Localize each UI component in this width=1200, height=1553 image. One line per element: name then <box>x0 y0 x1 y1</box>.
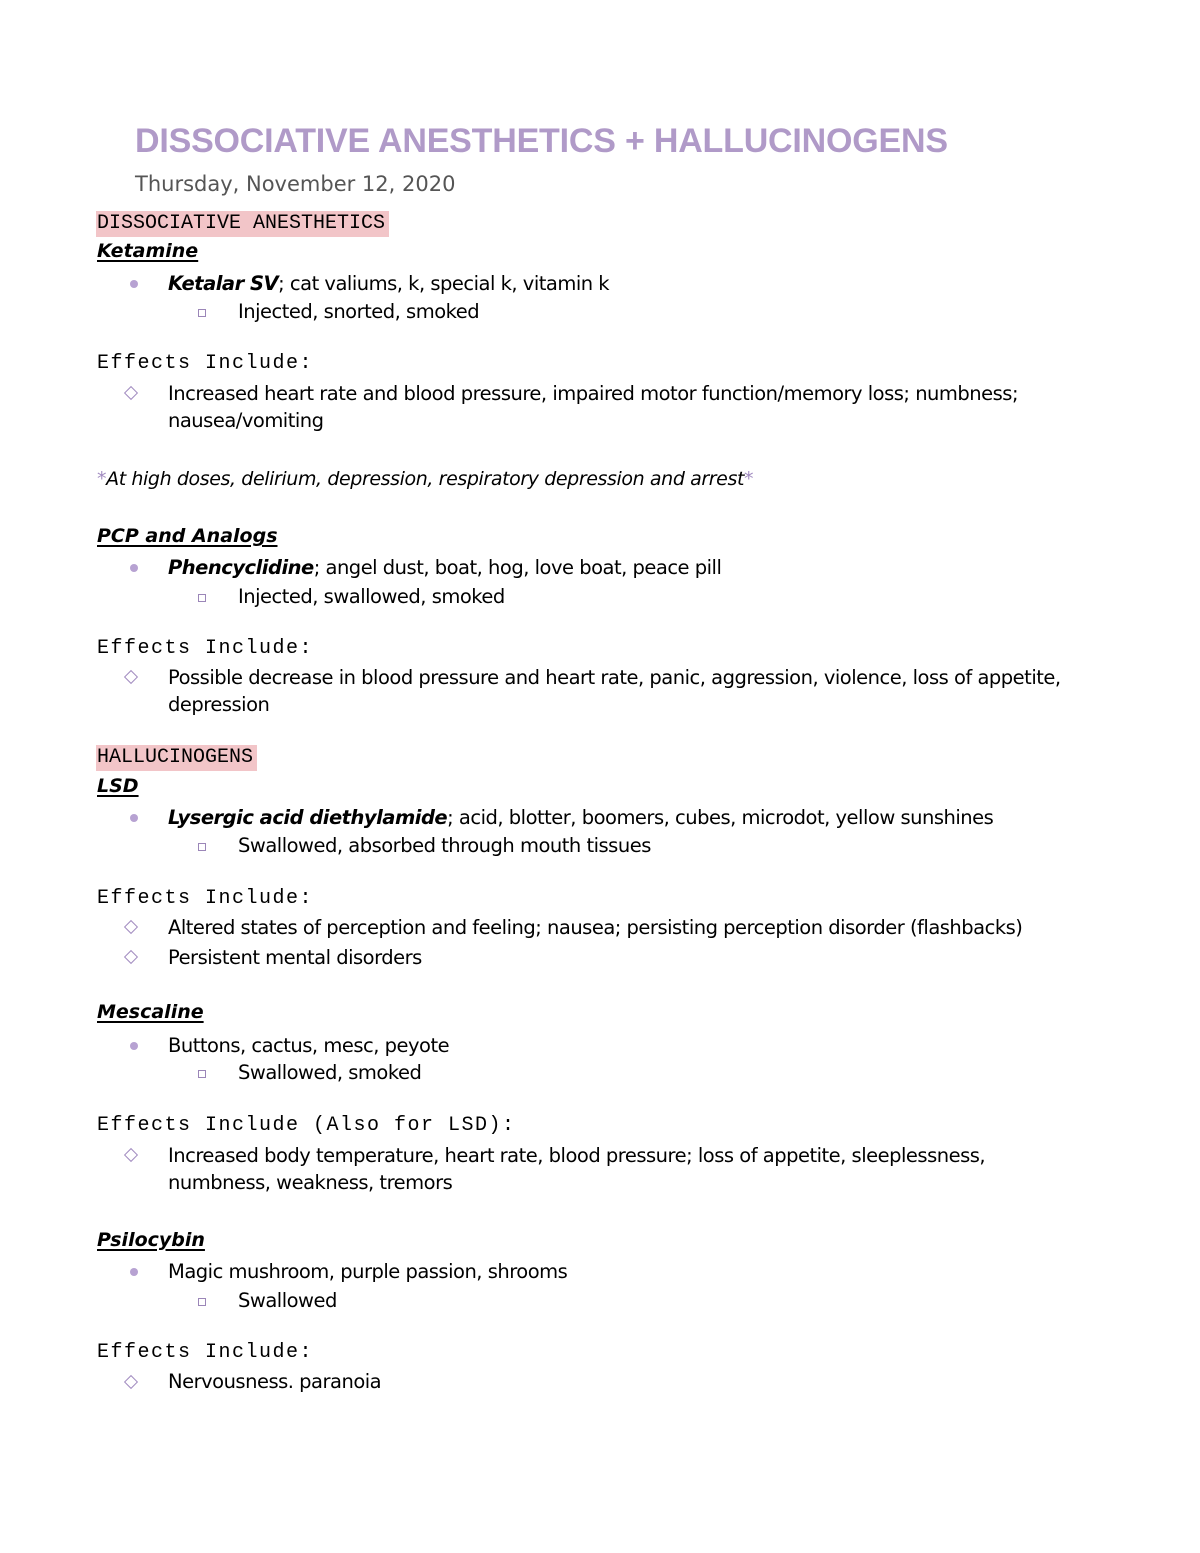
bullet-dot-icon <box>130 814 138 822</box>
street-names-lsd: Lysergic acid diethylamide; acid, blotter, boomers, cubes, microdot, yellow sunshines <box>168 806 994 829</box>
routes-lsd: Swallowed, absorbed through mouth tissues <box>238 834 651 857</box>
warning-note-ketamine: *At high doses, delirium, depression, respiratory depression and arrest* <box>97 468 754 490</box>
section-heading-hallucinogens: HALLUCINOGENS <box>96 745 257 771</box>
page-date: Thursday, November 12, 2020 <box>135 172 456 196</box>
street-names-psilocybin: Magic mushroom, purple passion, shrooms <box>168 1260 568 1283</box>
bullet-square-icon <box>198 1298 206 1306</box>
street-names-pcp: Phencyclidine; angel dust, boat, hog, love boat, peace pill <box>168 556 722 579</box>
bullet-diamond-icon <box>124 1375 138 1389</box>
bullet-diamond-icon <box>124 386 138 400</box>
street-names-mescaline: Buttons, cactus, mesc, peyote <box>168 1034 450 1057</box>
drug-heading-lsd: LSD <box>97 775 139 797</box>
effects-label-pcp: Effects Include: <box>97 637 314 660</box>
street-names-ketamine: Ketalar SV; cat valiums, k, special k, vitamin k <box>168 272 610 295</box>
bullet-square-icon <box>198 1070 206 1078</box>
bullet-dot-icon <box>130 280 138 288</box>
bullet-square-icon <box>198 843 206 851</box>
effects-label-psilocybin: Effects Include: <box>97 1341 314 1364</box>
routes-mescaline: Swallowed, smoked <box>238 1061 422 1084</box>
effects-item-lsd-1: Altered states of perception and feeling; nausea; persisting perception disorder (flashbacks) <box>168 916 1023 939</box>
bullet-dot-icon <box>130 564 138 572</box>
drug-heading-psilocybin: Psilocybin <box>97 1229 205 1251</box>
effects-item-lsd-2: Persistent mental disorders <box>168 946 422 969</box>
bullet-square-icon <box>198 594 206 602</box>
bullet-diamond-icon <box>124 950 138 964</box>
effects-label-mescaline: Effects Include (Also for LSD): <box>97 1114 516 1137</box>
page-title: DISSOCIATIVE ANESTHETICS + HALLUCINOGENS <box>135 122 948 160</box>
effects-label-lsd: Effects Include: <box>97 887 314 910</box>
effects-item-ketamine: Increased heart rate and blood pressure, impaired motor function/memory loss; numbness; nausea/vomiting <box>168 382 1019 432</box>
bullet-dot-icon <box>130 1268 138 1276</box>
routes-pcp: Injected, swallowed, smoked <box>238 585 505 608</box>
drug-heading-pcp: PCP and Analogs <box>97 525 278 547</box>
section-heading-dissociative: DISSOCIATIVE ANESTHETICS <box>96 211 389 237</box>
routes-psilocybin: Swallowed <box>238 1289 337 1312</box>
routes-ketamine: Injected, snorted, smoked <box>238 300 480 323</box>
effects-item-mescaline: Increased body temperature, heart rate, blood pressure; loss of appetite, sleeplessness, numbness, weakness, tremors <box>168 1144 986 1194</box>
effects-label-ketamine: Effects Include: <box>97 352 314 375</box>
bullet-square-icon <box>198 309 206 317</box>
drug-heading-ketamine: Ketamine <box>97 240 199 262</box>
bullet-diamond-icon <box>124 670 138 684</box>
effects-item-pcp: Possible decrease in blood pressure and heart rate, panic, aggression, violence, loss of appetite, depression <box>168 666 1061 716</box>
drug-heading-mescaline: Mescaline <box>97 1001 204 1023</box>
bullet-dot-icon <box>130 1042 138 1050</box>
bullet-diamond-icon <box>124 1148 138 1162</box>
bullet-diamond-icon <box>124 920 138 934</box>
effects-item-psilocybin: Nervousness. paranoia <box>168 1370 382 1393</box>
